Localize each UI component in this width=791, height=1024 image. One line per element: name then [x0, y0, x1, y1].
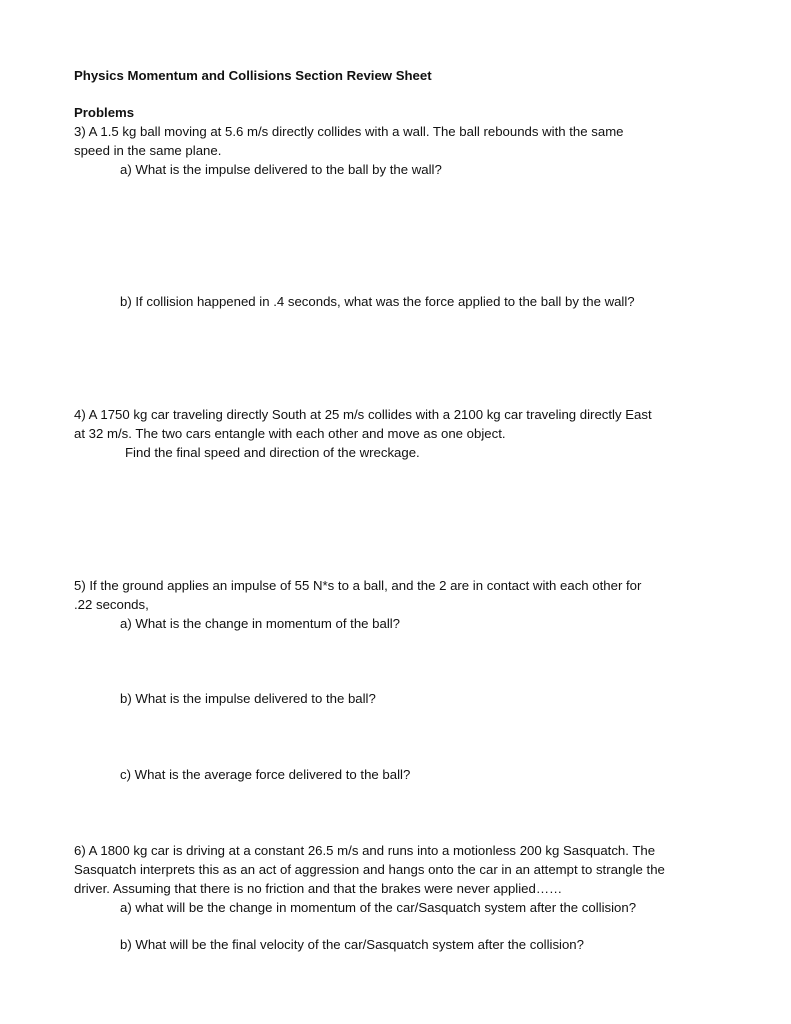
problem-5-stem-line-1: 5) If the ground applies an impulse of 55 N*s to a ball, and the 2 are in contact with each other for	[74, 578, 642, 593]
problem-4-stem-line-3: Find the final speed and direction of the wreckage.	[125, 445, 420, 460]
problem-5-stem-line-2: .22 seconds,	[74, 597, 149, 612]
problem-4-stem-line-2: at 32 m/s. The two cars entangle with each other and move as one object.	[74, 426, 506, 441]
problem-6-part-a: a) what will be the change in momentum of the car/Sasquatch system after the collision?	[120, 900, 637, 915]
problem-4-stem-line-1: 4) A 1750 kg car traveling directly South at 25 m/s collides with a 2100 kg car traveling directly East	[74, 407, 652, 422]
problem-6-stem-line-3: driver. Assuming that there is no friction and that the brakes were never applied……	[74, 881, 563, 896]
problem-6-part-b: b) What will be the final velocity of the car/Sasquatch system after the collision?	[120, 937, 584, 952]
problem-3-stem-line-1: 3) A 1.5 kg ball moving at 5.6 m/s directly collides with a wall. The ball rebounds with the same	[74, 124, 624, 139]
page-title: Physics Momentum and Collisions Section Review Sheet	[74, 68, 432, 83]
problem-3-stem-line-2: speed in the same plane.	[74, 143, 222, 158]
problem-6-stem-line-2: Sasquatch interprets this as an act of aggression and hangs onto the car in an attempt to strangle the	[74, 862, 665, 877]
section-heading: Problems	[74, 105, 135, 120]
problem-6-stem-line-1: 6) A 1800 kg car is driving at a constant 26.5 m/s and runs into a motionless 200 kg Sasquatch. The	[74, 843, 656, 858]
problem-3-part-a: a) What is the impulse delivered to the ball by the wall?	[120, 162, 442, 177]
problem-5-part-b: b) What is the impulse delivered to the ball?	[120, 691, 376, 706]
problem-5-part-c: c) What is the average force delivered to the ball?	[120, 767, 411, 782]
problem-5-part-a: a) What is the change in momentum of the ball?	[120, 616, 401, 631]
problem-3-part-b: b) If collision happened in .4 seconds, what was the force applied to the ball by the wall?	[120, 294, 635, 309]
